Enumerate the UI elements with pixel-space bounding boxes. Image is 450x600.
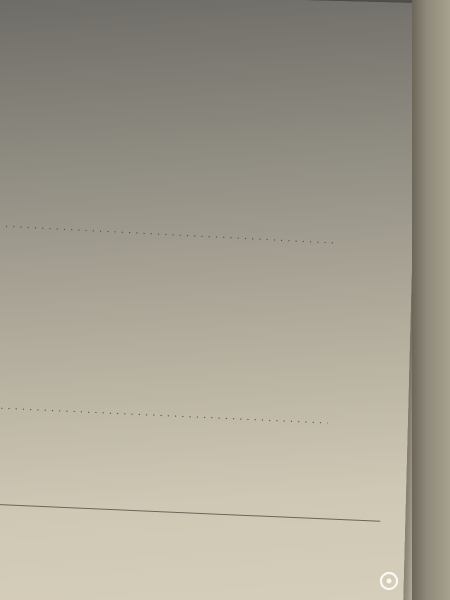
chapter1-entries	[1, 244, 362, 264]
leader-dots	[0, 400, 328, 428]
divider	[0, 503, 380, 521]
toc-top-section	[26, 55, 355, 76]
page-edge-shadow	[412, 0, 450, 600]
author-line	[0, 545, 419, 564]
chapter-heading-experimental	[0, 218, 364, 249]
editor-line	[0, 545, 419, 564]
page-number	[339, 244, 363, 245]
reviewers-line	[0, 545, 419, 564]
page-number	[331, 424, 355, 425]
chapter-heading-human	[0, 400, 355, 429]
bazar-watermark	[378, 566, 444, 594]
colophon	[0, 545, 419, 564]
chapter2-entries	[0, 424, 358, 441]
leader-dots	[0, 218, 337, 247]
